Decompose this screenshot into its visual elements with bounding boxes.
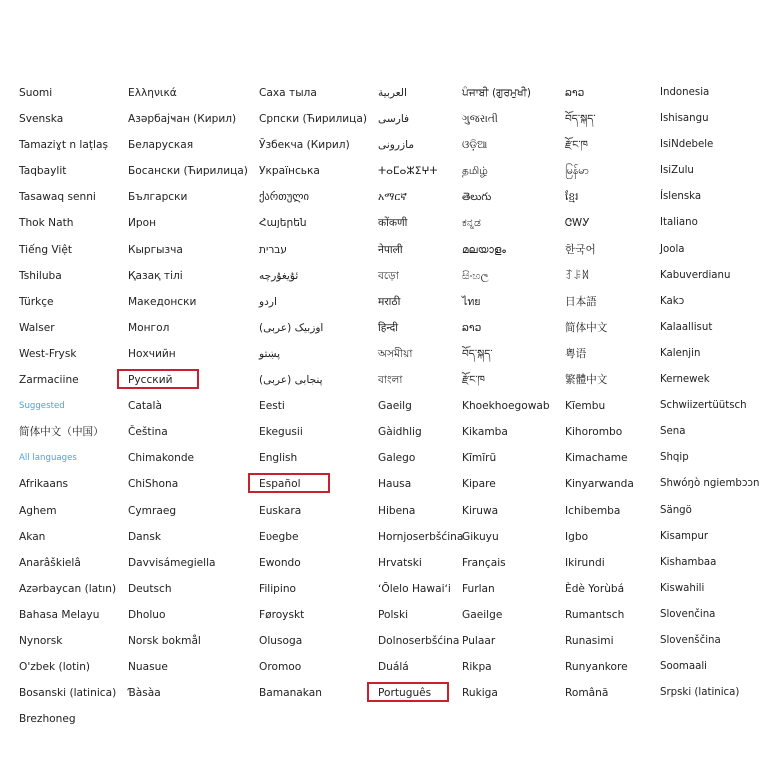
language-option[interactable]: ગુજરાતી bbox=[462, 113, 498, 126]
language-option[interactable]: Slovenčina bbox=[660, 608, 716, 620]
language-option[interactable]: Dansk bbox=[128, 530, 162, 543]
language-option[interactable]: Igbo bbox=[565, 530, 589, 543]
language-option[interactable]: Dholuo bbox=[128, 608, 166, 621]
language-option[interactable]: Slovenščina bbox=[660, 634, 721, 646]
language-option[interactable]: Українська bbox=[259, 165, 320, 178]
language-option[interactable]: Taqbaylit bbox=[19, 165, 67, 178]
language-option[interactable]: Davvisámegiella bbox=[128, 556, 216, 569]
language-option[interactable]: Bamanakan bbox=[259, 687, 322, 700]
language-option[interactable]: ᏣᎳᎩ bbox=[565, 217, 590, 230]
language-option[interactable]: Føroyskt bbox=[259, 608, 305, 621]
language-option[interactable]: Tamaziɣt n laṭlaṣ bbox=[19, 139, 108, 152]
language-option[interactable]: Cymraeg bbox=[128, 504, 177, 517]
language-option[interactable]: پنجابی (عربی) bbox=[259, 374, 323, 387]
language-option[interactable]: Kikamba bbox=[462, 426, 508, 439]
language-option[interactable]: Sängö bbox=[660, 504, 692, 516]
language-option[interactable]: Filipino bbox=[259, 582, 297, 595]
language-column-5 bbox=[462, 80, 560, 706]
language-option[interactable]: བོད་སྐད་ bbox=[565, 113, 596, 126]
language-column-4 bbox=[378, 80, 464, 706]
language-option[interactable]: Bahasa Melayu bbox=[19, 608, 100, 621]
language-option[interactable]: Ekegusii bbox=[259, 426, 303, 439]
language-option[interactable]: Català bbox=[128, 400, 162, 413]
language-column-6 bbox=[565, 80, 657, 706]
language-option[interactable]: தமிழ் bbox=[462, 165, 488, 178]
language-option[interactable]: ខ្មែរ bbox=[565, 191, 579, 204]
language-option[interactable]: नेपाली bbox=[378, 243, 403, 256]
language-option[interactable]: Soomaali bbox=[660, 661, 708, 673]
language-option[interactable]: Suomi bbox=[19, 87, 53, 99]
language-option[interactable]: বাংলা bbox=[378, 374, 403, 387]
language-option[interactable]: Eesti bbox=[259, 400, 285, 413]
language-option[interactable]: Ɓàsàa bbox=[128, 687, 161, 700]
language-option[interactable]: Ўзбекча (Кирил) bbox=[259, 139, 350, 152]
language-option[interactable]: অসমীয়া bbox=[378, 347, 413, 360]
language-option[interactable]: မြန်မာ bbox=[565, 165, 589, 178]
language-option[interactable]: Èdè Yorùbá bbox=[565, 582, 625, 595]
language-option[interactable]: རྫོང་ཁ bbox=[462, 374, 485, 387]
language-option[interactable]: Olusoga bbox=[259, 634, 303, 647]
language-option-highlighted[interactable]: Español bbox=[259, 471, 371, 497]
language-option[interactable]: Azərbaycan (latın) bbox=[19, 582, 117, 595]
language-option[interactable]: རྫོང་ཁ bbox=[565, 139, 588, 152]
language-column-2 bbox=[128, 80, 253, 706]
language-option[interactable]: Schwiizertüütsch bbox=[660, 400, 747, 412]
language-option[interactable]: Joola bbox=[660, 243, 685, 255]
language-option[interactable]: Afrikaans bbox=[19, 478, 69, 491]
language-option[interactable]: Shqip bbox=[660, 452, 689, 464]
language-option[interactable]: Dolnoserbšćina bbox=[378, 634, 460, 647]
language-option[interactable]: Runyankore bbox=[565, 661, 628, 674]
language-column-3 bbox=[259, 80, 371, 706]
language-option[interactable]: Tshiluba bbox=[19, 269, 62, 282]
language-option[interactable]: فارسی bbox=[378, 113, 410, 126]
language-option[interactable]: Nuasue bbox=[128, 661, 168, 674]
language-option[interactable]: Anarâškielâ bbox=[19, 556, 81, 569]
language-option[interactable]: پښتو bbox=[259, 347, 281, 360]
language-column-7 bbox=[660, 80, 764, 706]
language-option[interactable]: മലയാളം bbox=[462, 243, 506, 256]
language-option[interactable]: مازرونی bbox=[378, 139, 415, 152]
language-option[interactable]: Walser bbox=[19, 321, 55, 334]
language-option[interactable]: Rukiga bbox=[462, 687, 498, 700]
language-option[interactable]: اردو bbox=[259, 295, 277, 308]
language-option[interactable]: Türkçe bbox=[19, 295, 54, 308]
language-option[interactable]: ChiShona bbox=[128, 478, 179, 491]
language-option[interactable]: Khoekhoegowab bbox=[462, 400, 550, 413]
language-option[interactable]: Gikuyu bbox=[462, 530, 499, 543]
language-option[interactable]: Italiano bbox=[660, 217, 698, 229]
language-option[interactable]: Ikirundi bbox=[565, 556, 605, 569]
language-option[interactable]: हिन्दी bbox=[378, 321, 399, 334]
language-option[interactable]: తెలుగు bbox=[462, 191, 492, 204]
language-option[interactable]: Nynorsk bbox=[19, 634, 63, 647]
language-option[interactable]: Čeština bbox=[128, 426, 168, 439]
language-option[interactable]: བོད་སྐད་ bbox=[462, 347, 493, 360]
language-option[interactable]: 繁體中文 bbox=[565, 374, 608, 387]
language-option[interactable]: Gaeilg bbox=[378, 400, 412, 413]
language-option[interactable]: IsiNdebele bbox=[660, 139, 714, 151]
language-option-highlighted[interactable]: Português bbox=[378, 680, 460, 706]
language-option[interactable]: Kiswahili bbox=[660, 582, 705, 594]
language-option[interactable]: West-Frysk bbox=[19, 347, 77, 360]
language-option[interactable]: ਪੰਜਾਬੀ (ਗੁਰਮੁਖੀ) bbox=[462, 87, 532, 99]
language-option[interactable]: Rikpa bbox=[462, 661, 492, 674]
language-option[interactable]: ಕನ್ನಡ bbox=[462, 217, 481, 230]
language-option[interactable]: English bbox=[259, 452, 298, 465]
language-option[interactable]: Kisampur bbox=[660, 530, 709, 542]
language-option[interactable]: Kalenjin bbox=[660, 347, 701, 359]
language-option[interactable]: Runasimi bbox=[565, 634, 614, 647]
language-option[interactable]: Ирон bbox=[128, 217, 157, 230]
language-option[interactable]: اوزبیک (عربی) bbox=[259, 321, 324, 334]
language-option[interactable]: मराठी bbox=[378, 295, 401, 308]
language-option[interactable]: Саха тыла bbox=[259, 87, 317, 99]
language-option[interactable]: Pulaar bbox=[462, 634, 496, 647]
language-option[interactable]: Беларуская bbox=[128, 139, 194, 152]
language-option[interactable]: አማርኛ bbox=[378, 191, 408, 204]
language-option[interactable]: Norsk bokmål bbox=[128, 634, 201, 647]
language-option[interactable]: Kinyarwanda bbox=[565, 478, 634, 491]
language-option[interactable]: עברית bbox=[259, 243, 288, 256]
language-option[interactable]: Rumantsch bbox=[565, 608, 625, 621]
language-option[interactable]: Kernewek bbox=[660, 374, 710, 386]
language-option[interactable]: Kĩmĩrũ bbox=[462, 452, 497, 465]
language-option[interactable]: Gàidhlig bbox=[378, 426, 422, 439]
language-option[interactable]: ⵜⴰⵎⴰⵣⵉⵖⵜ bbox=[378, 165, 438, 178]
language-option[interactable]: 한국어 bbox=[565, 243, 596, 256]
language-option[interactable]: Duálá bbox=[378, 661, 409, 674]
language-option[interactable]: Euskara bbox=[259, 504, 302, 517]
language-option[interactable]: ქართული bbox=[259, 191, 310, 204]
language-option[interactable]: Hornjoserbšćina bbox=[378, 530, 464, 543]
language-option[interactable]: ไทย bbox=[462, 295, 481, 308]
language-option[interactable]: Српски (Ћирилица) bbox=[259, 113, 367, 126]
language-option[interactable]: සිංහල bbox=[462, 269, 489, 282]
language-option[interactable]: ລາວ bbox=[565, 87, 585, 99]
language-option[interactable]: Kipare bbox=[462, 478, 496, 491]
language-option[interactable]: Bosanski (latinica) bbox=[19, 687, 117, 700]
language-option[interactable]: Chimakonde bbox=[128, 452, 195, 465]
language-option[interactable]: ລາວ bbox=[462, 321, 482, 334]
language-option[interactable]: Srpski (latinica) bbox=[660, 687, 740, 699]
language-option[interactable]: Aghem bbox=[19, 504, 57, 517]
language-option[interactable]: Brezhoneg bbox=[19, 713, 76, 726]
language-option[interactable]: Hibena bbox=[378, 504, 416, 517]
language-option[interactable]: Eʋegbe bbox=[259, 530, 299, 543]
language-option[interactable]: Монгол bbox=[128, 321, 170, 334]
language-option[interactable]: 简体中文（中国） bbox=[19, 426, 104, 439]
language-option[interactable]: Gaeilge bbox=[462, 608, 503, 621]
language-option[interactable]: Ishisangu bbox=[660, 113, 709, 125]
language-option[interactable]: Română bbox=[565, 687, 609, 700]
language-option[interactable]: कोंकणी bbox=[378, 217, 408, 230]
language-option[interactable]: Հայերեն bbox=[259, 217, 307, 230]
language-option[interactable]: বড়ো bbox=[378, 269, 399, 282]
language-option[interactable]: Hrvatski bbox=[378, 556, 422, 569]
language-option[interactable]: Български bbox=[128, 191, 188, 204]
language-option[interactable]: Galego bbox=[378, 452, 416, 465]
language-option[interactable]: Thok Nath bbox=[19, 217, 74, 230]
language-option[interactable]: Kĩembu bbox=[565, 400, 606, 413]
language-option[interactable]: Kiruwa bbox=[462, 504, 499, 517]
language-option[interactable]: Shwóŋò ngiembɔɔn bbox=[660, 478, 760, 490]
language-option[interactable]: العربية bbox=[378, 87, 407, 99]
language-option[interactable]: 粤语 bbox=[565, 347, 587, 360]
language-option[interactable]: Íslenska bbox=[660, 191, 702, 203]
language-option[interactable]: Македонски bbox=[128, 295, 197, 308]
language-option[interactable]: Indonesia bbox=[660, 87, 710, 98]
language-option[interactable]: ʻŌlelo Hawaiʻi bbox=[378, 582, 451, 595]
language-option[interactable]: Kishambaa bbox=[660, 556, 717, 568]
language-option-highlighted[interactable]: Русский bbox=[128, 367, 253, 393]
language-option[interactable]: Svenska bbox=[19, 113, 64, 126]
language-option[interactable]: Français bbox=[462, 556, 506, 569]
language-option[interactable]: Tasawaq senni bbox=[19, 191, 96, 204]
language-option[interactable]: Ελληνικά bbox=[128, 87, 177, 99]
language-option[interactable]: O'zbek (lotin) bbox=[19, 661, 91, 674]
language-option[interactable]: Zarmaciine bbox=[19, 374, 79, 387]
language-option[interactable]: Furlan bbox=[462, 582, 495, 595]
language-option[interactable]: Hausa bbox=[378, 478, 412, 491]
language-option[interactable]: Polski bbox=[378, 608, 409, 621]
language-option[interactable]: Deutsch bbox=[128, 582, 172, 595]
language-option[interactable]: Akan bbox=[19, 530, 46, 543]
section-header: All languages bbox=[19, 453, 77, 464]
language-option[interactable]: IsiZulu bbox=[660, 165, 694, 177]
section-header: Suggested bbox=[19, 401, 65, 412]
language-option[interactable]: ଓଡ଼ିଆ bbox=[462, 139, 488, 152]
language-option[interactable]: 日本語 bbox=[565, 295, 597, 308]
language-option[interactable]: Tiếng Việt bbox=[19, 243, 73, 256]
language-option[interactable]: ꆈꌠꉙ bbox=[565, 269, 590, 282]
language-option[interactable]: Азәрбајҹан (Кирил) bbox=[128, 113, 237, 126]
language-option[interactable]: Kabuverdianu bbox=[660, 269, 731, 281]
language-option[interactable]: Қазақ тілі bbox=[128, 269, 183, 282]
language-option[interactable]: Нохчийн bbox=[128, 347, 176, 360]
language-option[interactable]: Босански (Ћирилица) bbox=[128, 165, 248, 178]
language-option[interactable]: Ewondo bbox=[259, 556, 301, 569]
language-option[interactable]: Oromoo bbox=[259, 661, 302, 674]
language-option[interactable]: Ichibemba bbox=[565, 504, 621, 517]
language-option[interactable]: Kalaallisut bbox=[660, 321, 713, 333]
language-option[interactable]: Kihorombo bbox=[565, 426, 623, 439]
language-option[interactable]: ئۇيغۇرچە bbox=[259, 269, 299, 282]
language-option[interactable]: Sena bbox=[660, 426, 686, 438]
language-option[interactable]: 简体中文 bbox=[565, 321, 608, 334]
language-column-1 bbox=[19, 80, 119, 732]
language-option[interactable]: Кыргызча bbox=[128, 243, 183, 256]
language-option[interactable]: Kimachame bbox=[565, 452, 628, 465]
language-option[interactable]: Kakɔ bbox=[660, 295, 685, 307]
